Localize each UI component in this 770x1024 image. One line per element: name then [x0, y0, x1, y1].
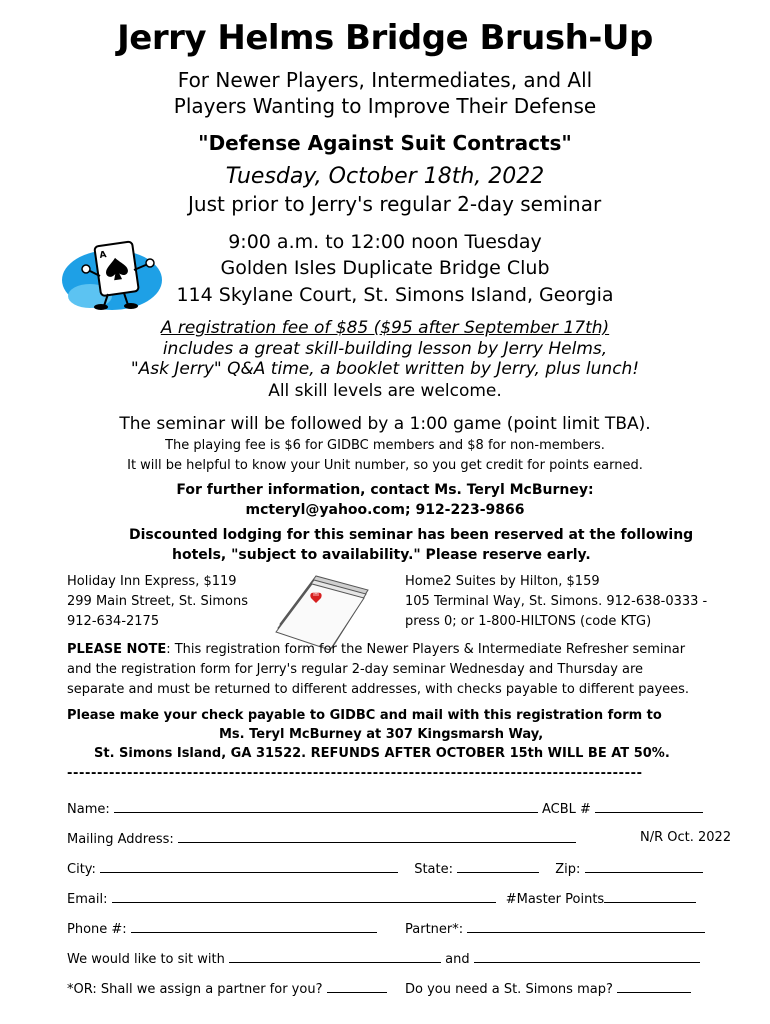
email-field[interactable]	[112, 890, 496, 903]
flyer-title: Jerry Helms Bridge Brush-Up	[117, 18, 653, 58]
fee-line-1: A registration fee of $85 ($95 after September 17th)	[160, 318, 610, 338]
note-line-1: : This registration form for the Newer Players & Intermediate Refresher seminar	[166, 642, 686, 657]
mail-line-2: Ms. Teryl McBurney at 307 Kingsmarsh Way,	[219, 727, 544, 742]
prior-note: Just prior to Jerry's regular 2-day seminar	[188, 192, 602, 216]
venue-name: Golden Isles Duplicate Bridge Club	[220, 257, 550, 279]
hotel-holiday-inn	[67, 572, 248, 632]
partner-field[interactable]	[467, 920, 705, 933]
please-note-label: PLEASE NOTE	[67, 642, 167, 657]
email-row	[67, 890, 696, 907]
skill-levels-note: All skill levels are welcome.	[268, 381, 502, 401]
assign-partner-label: *OR: Shall we assign a partner for you?	[67, 982, 323, 997]
master-points-label: #Master Points	[505, 892, 605, 907]
seminar-topic: "Defense Against Suit Contracts"	[198, 131, 572, 155]
name-field[interactable]	[114, 800, 538, 813]
state-field[interactable]	[457, 860, 539, 873]
sit-with-field-2[interactable]	[474, 950, 700, 963]
map-field[interactable]	[617, 980, 691, 993]
note-line-3: separate and must be returned to different addresses, with checks payable to different payees.	[67, 682, 690, 697]
phone-label: Phone #:	[67, 922, 127, 937]
nr-date-label: N/R Oct. 2022	[640, 830, 732, 845]
cut-line-divider: ------------------------------------------------------------------------------------------------	[67, 766, 643, 781]
subtitle-line-1: For Newer Players, Intermediates, and All	[177, 68, 593, 92]
city-state-zip-row	[67, 860, 703, 877]
mail-line-3: St. Simons Island, GA 31522. REFUNDS AFTER OCTOBER 15th WILL BE AT 50%.	[94, 746, 670, 761]
hotel-1-line-2: 299 Main Street, St. Simons	[67, 594, 248, 609]
mailing-address-row	[67, 830, 576, 847]
map-label: Do you need a St. Simons map?	[405, 982, 613, 997]
hotel-2-line-1: Home2 Suites by Hilton, $159	[405, 574, 600, 589]
mailing-address-label: Mailing Address:	[67, 832, 174, 847]
sit-with-row	[67, 950, 700, 967]
name-row	[67, 800, 703, 817]
partner-row	[405, 920, 705, 937]
mail-line-1: Please make your check payable to GIDBC and mail with this registration form to	[67, 708, 662, 723]
unit-number-note: It will be helpful to know your Unit number, so you get credit for points earned.	[127, 458, 643, 473]
hotel-home2-suites	[405, 572, 707, 632]
lodging-line-2: hotels, "subject to availability." Please reserve early.	[172, 547, 591, 563]
assign-partner-row	[67, 980, 387, 997]
zip-field[interactable]	[585, 860, 703, 873]
contact-line-1: For further information, contact Ms. Teryl McBurney:	[176, 482, 594, 498]
hotel-2-line-3: press 0; or 1-800-HILTONS (code KTG)	[405, 614, 652, 629]
game-note: The seminar will be followed by a 1:00 game (point limit TBA).	[119, 414, 651, 434]
subtitle-line-2: Players Wanting to Improve Their Defense	[173, 94, 597, 118]
acbl-number-field[interactable]	[595, 800, 703, 813]
hotel-1-line-3: 912-634-2175	[67, 614, 160, 629]
sit-with-label: We would like to sit with	[67, 952, 225, 967]
fee-line-3: "Ask Jerry" Q&A time, a booklet written by Jerry, plus lunch!	[130, 359, 640, 379]
map-row	[405, 980, 691, 997]
hotel-1-line-1: Holiday Inn Express, $119	[67, 574, 237, 589]
fee-line-2: includes a great skill-building lesson by Jerry Helms,	[162, 339, 608, 359]
svg-text:A: A	[98, 250, 108, 261]
venue-address: 114 Skylane Court, St. Simons Island, Georgia	[176, 284, 614, 306]
seminar-date: Tuesday, October 18th, 2022	[225, 164, 545, 189]
lodging-line-1: Discounted lodging for this seminar has been reserved at the following	[129, 527, 694, 543]
email-label: Email:	[67, 892, 108, 907]
zip-label: Zip:	[555, 862, 581, 877]
sit-with-field-1[interactable]	[229, 950, 441, 963]
phone-row	[67, 920, 377, 937]
acbl-label: ACBL #	[542, 802, 591, 817]
hotel-2-line-2: 105 Terminal Way, St. Simons. 912-638-0333 -	[405, 594, 708, 609]
please-note-block	[67, 640, 689, 700]
state-label: State:	[414, 862, 453, 877]
phone-field[interactable]	[131, 920, 377, 933]
master-points-field[interactable]	[604, 890, 696, 903]
partner-label: Partner*:	[405, 922, 464, 937]
note-line-2: and the registration form for Jerry's regular 2-day seminar Wednesday and Thursday are	[67, 662, 644, 677]
seminar-time: 9:00 a.m. to 12:00 noon Tuesday	[228, 231, 542, 253]
contact-line-2: mcteryl@yahoo.com; 912-223-9866	[245, 502, 525, 518]
playing-fee-note: The playing fee is $6 for GIDBC members and $8 for non-members.	[165, 438, 605, 453]
assign-partner-field[interactable]	[327, 980, 387, 993]
and-label: and	[445, 952, 470, 967]
city-label: City:	[67, 862, 96, 877]
name-label: Name:	[67, 802, 110, 817]
mailing-address-field[interactable]	[178, 830, 576, 843]
city-field[interactable]	[100, 860, 398, 873]
